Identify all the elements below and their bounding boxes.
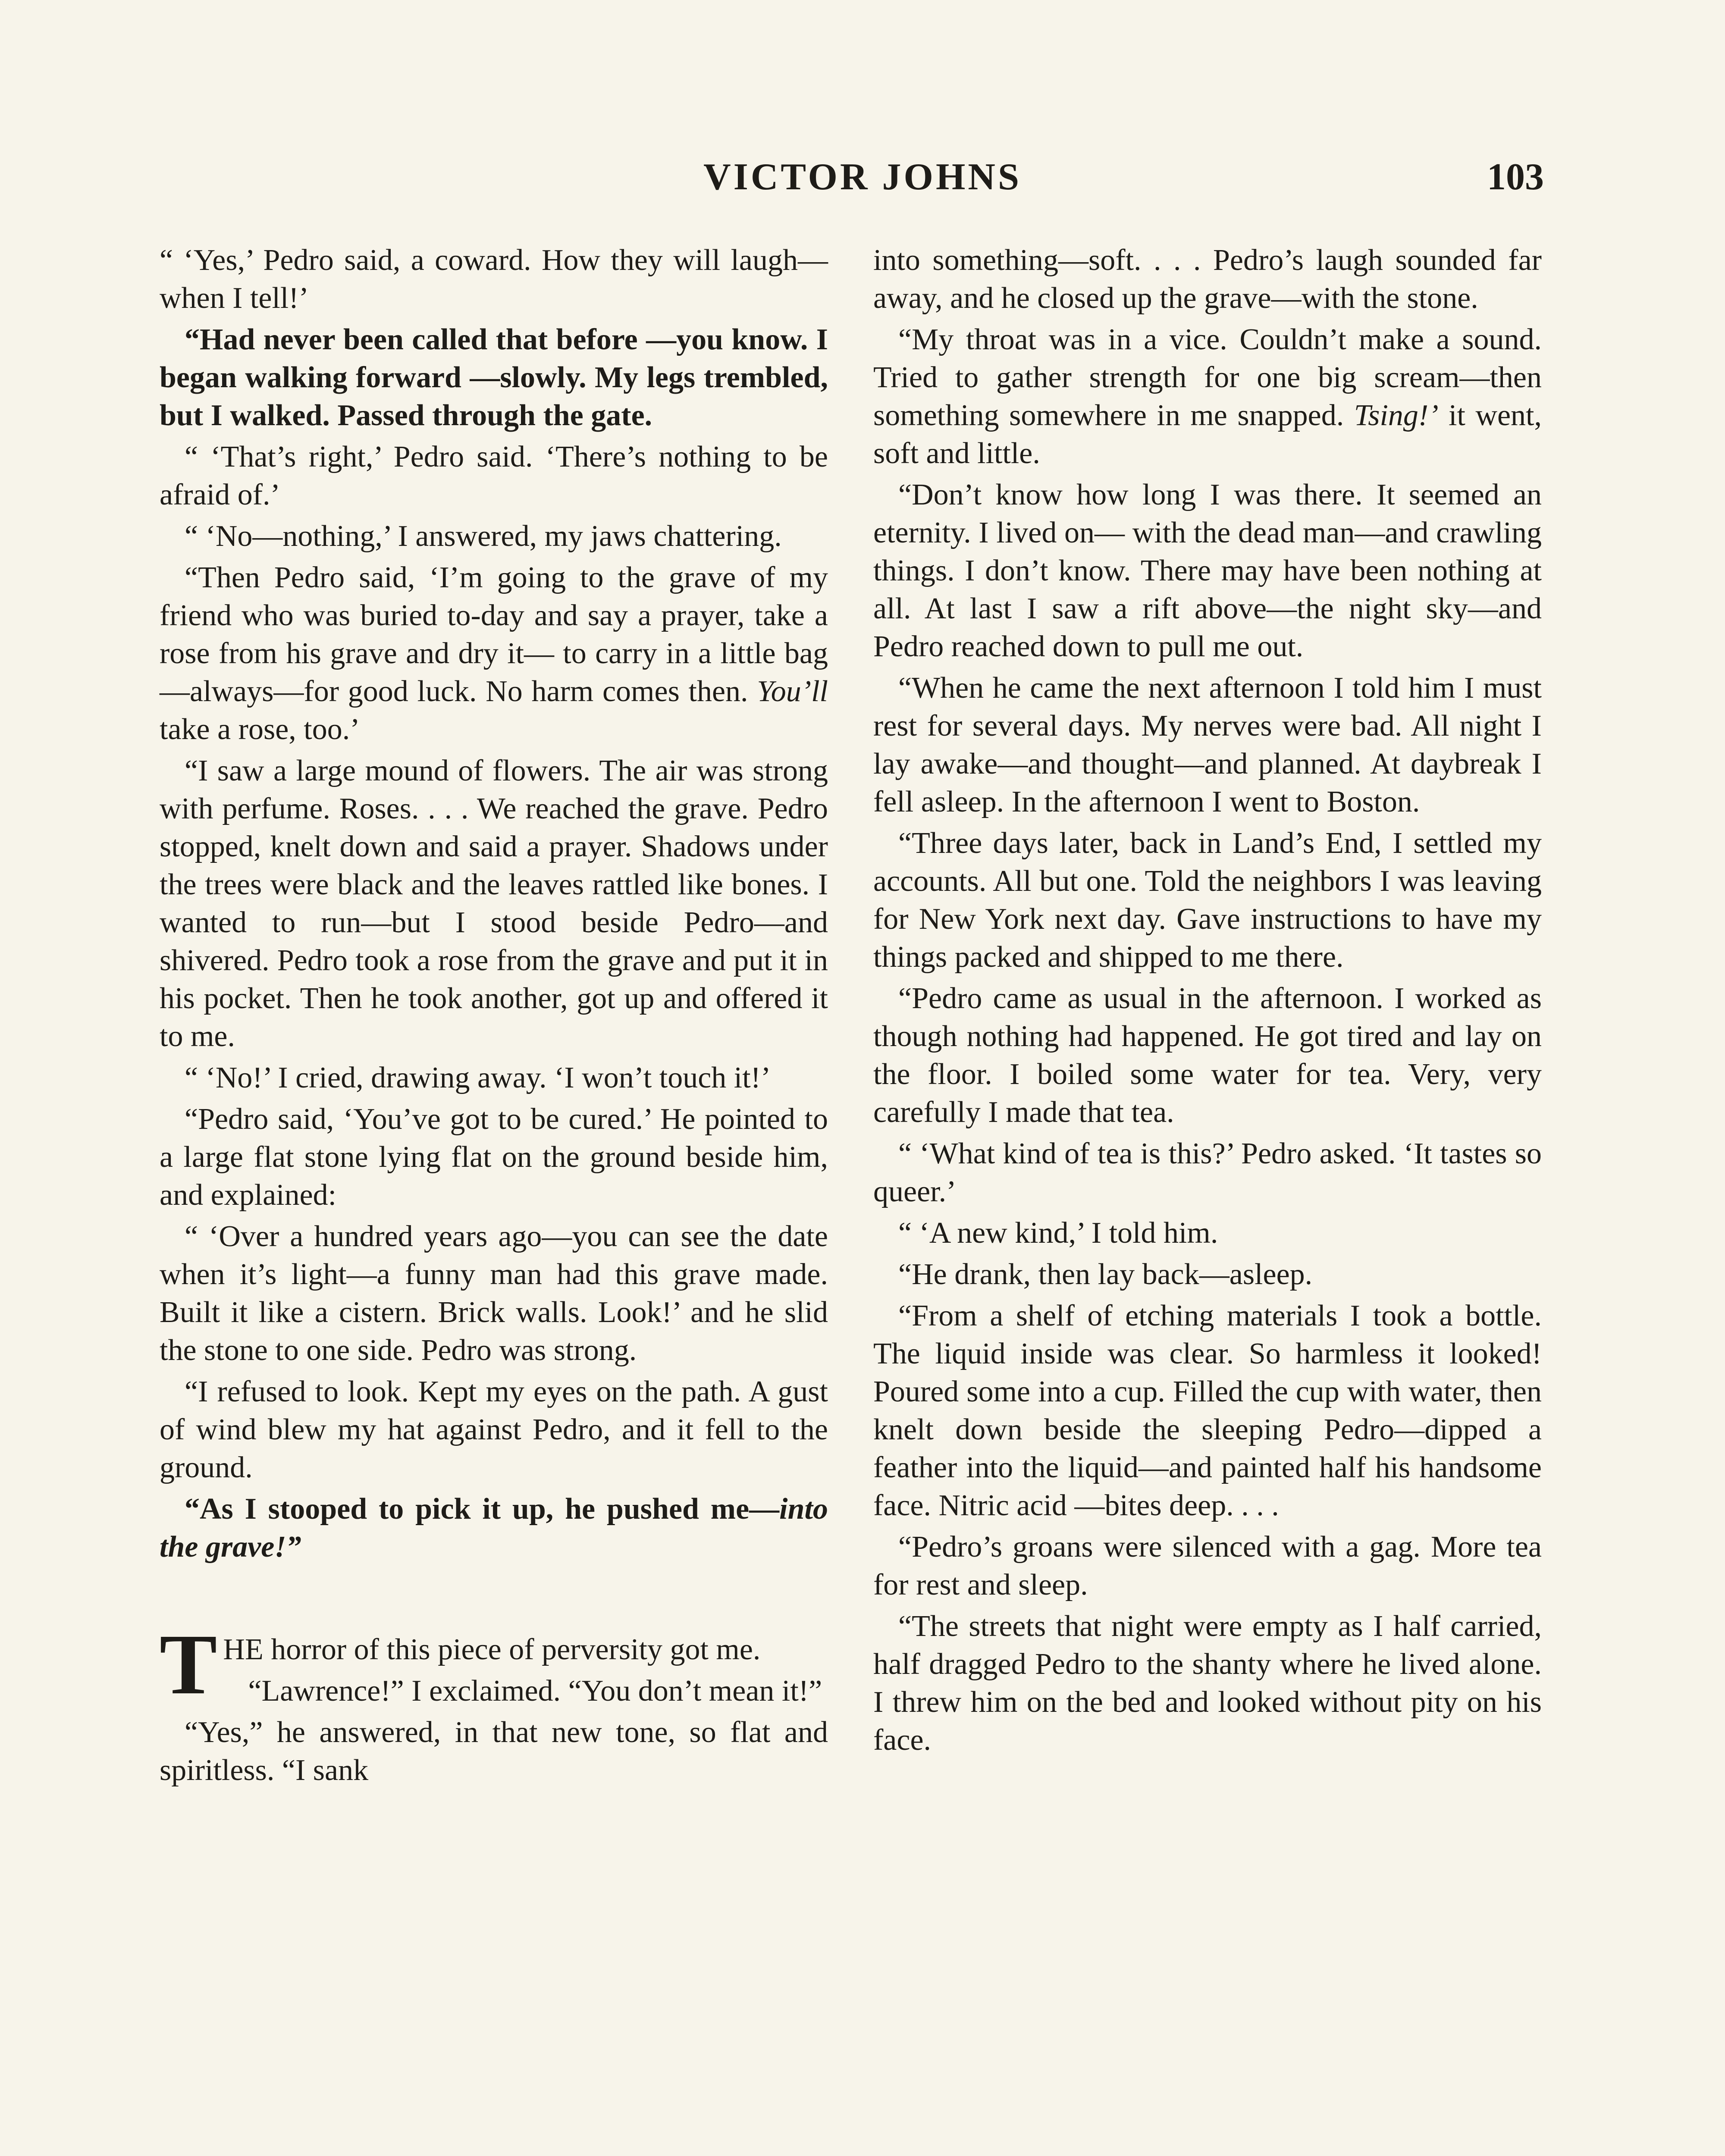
page-number: 103 xyxy=(1487,156,1544,198)
paragraph: “He drank, then lay back—asleep. xyxy=(898,1258,1313,1291)
drop-cap: T xyxy=(160,1617,217,1712)
paragraph: “ ‘That’s right,’ Pedro said. ‘There’s nothing to be afraid of.’ xyxy=(160,440,828,511)
paragraph: “Had never been called that before —you know. I began walking forward —slowly. My legs trembled, but I walked. Passed through the gate. xyxy=(160,323,828,432)
paragraph-text: take a rose, too.’ xyxy=(160,713,360,746)
emphasis: Tsing!’ xyxy=(1354,399,1439,432)
paragraph: “Lawrence!” I exclaimed. “You don’t mean it!” xyxy=(248,1674,822,1708)
paragraph: “ ‘A new kind,’ I told him. xyxy=(898,1216,1218,1250)
paragraph: “When he came the next afternoon I told him I must rest for several days. My nerves were bad. All night I lay awake—and thought—and planned. At daybreak I fell asleep. In the afternoon I went to Boston. xyxy=(873,671,1542,818)
paragraph: “The streets that night were empty as I half carried, half dragged Pedro to the shanty where he lived alone. I threw him on the bed and looked without pity on his face. xyxy=(873,1610,1542,1757)
paragraph: “Pedro’s groans were silenced with a gag. More tea for rest and sleep. xyxy=(873,1530,1542,1601)
paragraph xyxy=(160,1490,828,1566)
emphasis: You’ll xyxy=(757,675,828,708)
paragraph: “ ‘Yes,’ Pedro said, a coward. How they will laugh—when I tell!’ xyxy=(160,244,828,315)
emphasis: into the grave!” xyxy=(160,1492,828,1564)
paragraph: “ ‘No!’ I cried, drawing away. ‘I won’t touch it!’ xyxy=(185,1061,771,1094)
paragraph: “I saw a large mound of flowers. The air was strong with perfume. Roses. . . . We reached the grave. Pedro stopped, knelt down and said a prayer. Shadows under the trees were black and the leaves rattled like bones. I wanted to run—but I stood beside Pedro—and shivered. Pedro took a rose from the grave and put it in his pocket. Then he took another, got up and offered it to me. xyxy=(160,754,828,1053)
paragraph: “Pedro said, ‘You’ve got to be cured.’ He pointed to a large flat stone lying flat on the ground beside him, and explained: xyxy=(160,1103,828,1212)
paragraph: “Pedro came as usual in the afternoon. I worked as though nothing had happened. He got tired and lay on the floor. I boiled some water for tea. Very, very carefully I made that tea. xyxy=(873,982,1542,1129)
paragraph: “Yes,” he answered, in that new tone, so flat and spiritless. “I sank xyxy=(160,1716,828,1787)
paragraph: “From a shelf of etching materials I took a bottle. The liquid inside was clear. So harmless it looked! Poured some into a cup. Filled the cup with water, then knelt down beside the sleeping Pedro—dipped a feather into the liquid—and painted half his handsome face. Nitric acid —bites deep. . . . xyxy=(873,1299,1542,1522)
paragraph: “ ‘What kind of tea is this?’ Pedro asked. ‘It tastes so queer.’ xyxy=(873,1137,1542,1208)
paragraph: “ ‘No—nothing,’ I answered, my jaws chattering. xyxy=(185,520,782,553)
paragraph xyxy=(160,559,828,749)
paragraph-text: HE horror of this piece of perversity got me. xyxy=(223,1633,761,1666)
right-column xyxy=(873,241,1542,1763)
paragraph-text: “Then Pedro said, ‘I’m going to the grave of my friend who was buried to-day and say a prayer, take a rose from his grave and dry it— to carry in a little bag—always—for good luck. No harm comes then. xyxy=(160,561,828,708)
paragraph: “Don’t know how long I was there. It seemed an eternity. I lived on— with the dead man—and crawling things. I don’t know. There may have been nothing at all. At last I saw a rift above—the night sky—and Pedro reached down to pull me out. xyxy=(873,478,1542,663)
paragraph: “ ‘Over a hundred years ago—you can see the date when it’s light—a funny man had this grave made. Built it like a cistern. Brick walls. Look!’ and he slid the stone to one side. Pedro was strong. xyxy=(160,1220,828,1367)
paragraph-text: “As I stooped to pick it up, he pushed me— xyxy=(185,1492,780,1526)
paragraph: “Three days later, back in Land’s End, I settled my accounts. All but one. Told the neighbors I was leaving for New York next day. Gave instructions to have my things packed and shipped to me there. xyxy=(873,827,1542,974)
paragraph-text: “My throat was in a vice. Couldn’t make a sound. Tried to gather strength for one big scream—then something somewhere in me snapped. xyxy=(873,323,1542,432)
left-column xyxy=(160,241,828,1793)
paragraph-text: it went, soft and little. xyxy=(873,399,1542,470)
paragraph: “I refused to look. Kept my eyes on the path. A gust of wind blew my hat against Pedro, and it fell to the ground. xyxy=(160,1375,828,1484)
page-header xyxy=(0,155,1725,216)
running-title: VICTOR JOHNS xyxy=(703,156,1022,198)
paragraph: into something—soft. . . . Pedro’s laugh sounded far away, and he closed up the grave—with the stone. xyxy=(873,244,1542,315)
paragraph xyxy=(873,321,1542,473)
